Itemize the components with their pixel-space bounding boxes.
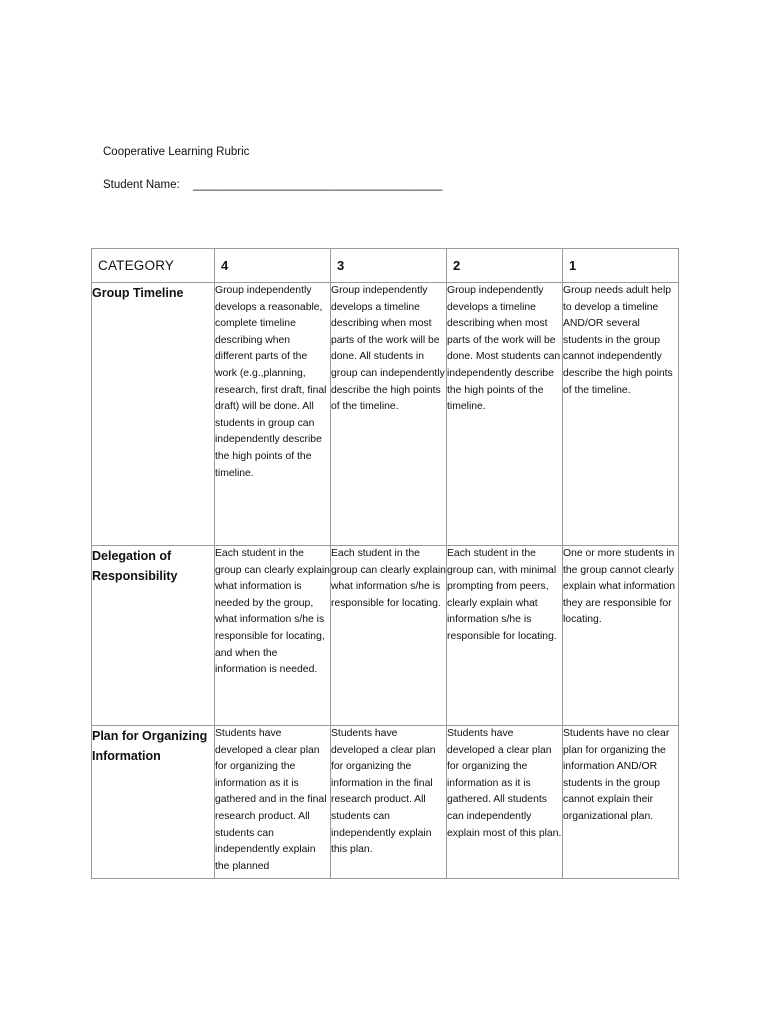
table-row xyxy=(92,726,679,879)
header-row xyxy=(92,249,679,283)
criteria-cell: Each student in the group can clearly explain what information is needed by the group, what information s/he is responsible for locating, and when the information is needed. xyxy=(215,546,331,726)
criteria-cell: Each student in the group can clearly explain what information s/he is responsible for locating. xyxy=(331,546,447,726)
criteria-cell: Group independently develops a timeline describing when most parts of the work will be done. All students in group can independently describe the high points of the timeline. xyxy=(331,283,447,546)
student-name-blank: _______________________________________ xyxy=(193,179,443,191)
criteria-cell: Students have developed a clear plan for organizing the information in the final research product. All students can independently explain this plan. xyxy=(331,726,447,879)
criteria-cell: Students have no clear plan for organizing the information AND/OR students in the group cannot explain their organizational plan. xyxy=(563,726,679,879)
rubric-table xyxy=(91,248,679,879)
category-cell: Delegation of Responsibility xyxy=(92,546,215,726)
student-name-line xyxy=(103,178,443,192)
criteria-cell: Group needs adult help to develop a timeline AND/OR several students in the group cannot independently describe the high points of the timeline. xyxy=(563,283,679,546)
category-cell: Plan for Organizing Information xyxy=(92,726,215,879)
criteria-cell: Group independently develops a timeline describing when most parts of the work will be done. Most students can independently describe the high points of the timeline. xyxy=(447,283,563,546)
table-row xyxy=(92,546,679,726)
table-row xyxy=(92,283,679,546)
document-title: Cooperative Learning Rubric xyxy=(103,146,250,158)
criteria-cell: Students have developed a clear plan for organizing the information as it is gathered and in the final research product. All students can independently explain the planned xyxy=(215,726,331,879)
header-score-3: 3 xyxy=(331,249,447,283)
header-category: CATEGORY xyxy=(92,249,215,283)
criteria-cell: One or more students in the group cannot clearly explain what information they are responsible for locating. xyxy=(563,546,679,726)
header-score-4: 4 xyxy=(215,249,331,283)
student-name-label: Student Name: xyxy=(103,179,180,191)
criteria-cell: Each student in the group can, with minimal prompting from peers, clearly explain what information s/he is responsible for locating. xyxy=(447,546,563,726)
header-score-2: 2 xyxy=(447,249,563,283)
category-cell: Group Timeline xyxy=(92,283,215,546)
header-score-1: 1 xyxy=(563,249,679,283)
criteria-cell: Students have developed a clear plan for organizing the information as it is gathered. All students can independently explain most of this plan. xyxy=(447,726,563,879)
criteria-cell: Group independently develops a reasonable, complete timeline describing when different parts of the work (e.g.,planning, research, first draft, final draft) will be done. All students in group can independently describe the high points of the timeline. xyxy=(215,283,331,546)
